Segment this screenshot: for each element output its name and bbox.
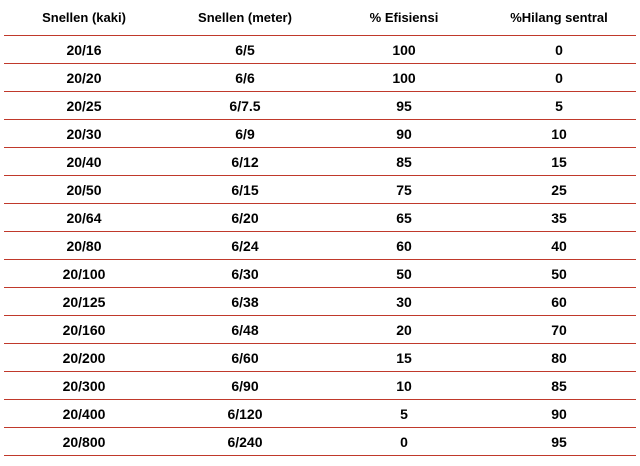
cell-efisiensi: 50 [326,260,482,288]
table-row [4,120,636,148]
cell-hilang-sentral: 40 [482,232,636,260]
table-row [4,232,636,260]
cell-hilang-sentral: 35 [482,204,636,232]
cell-efisiensi: 60 [326,232,482,260]
cell-hilang-sentral: 0 [482,36,636,64]
cell-snellen-kaki: 20/800 [4,428,164,456]
cell-snellen-kaki: 20/300 [4,372,164,400]
cell-hilang-sentral: 10 [482,120,636,148]
cell-snellen-kaki: 20/25 [4,92,164,120]
table-row [4,428,636,456]
table-row [4,260,636,288]
header-hilang-sentral: %Hilang sentral [482,0,636,36]
cell-hilang-sentral: 60 [482,288,636,316]
cell-efisiensi: 90 [326,120,482,148]
cell-snellen-meter: 6/60 [164,344,326,372]
cell-snellen-meter: 6/90 [164,372,326,400]
cell-snellen-meter: 6/7.5 [164,92,326,120]
cell-efisiensi: 75 [326,176,482,204]
table-row [4,92,636,120]
cell-snellen-meter: 6/9 [164,120,326,148]
cell-snellen-meter: 6/38 [164,288,326,316]
header-row [4,0,636,36]
cell-snellen-kaki: 20/125 [4,288,164,316]
table-row [4,400,636,428]
table-row [4,36,636,64]
cell-snellen-kaki: 20/30 [4,120,164,148]
cell-snellen-meter: 6/15 [164,176,326,204]
cell-snellen-meter: 6/240 [164,428,326,456]
table-row [4,288,636,316]
cell-efisiensi: 0 [326,428,482,456]
table-body [4,36,636,456]
snellen-conversion-table [4,0,636,456]
cell-snellen-meter: 6/120 [164,400,326,428]
cell-hilang-sentral: 90 [482,400,636,428]
cell-hilang-sentral: 80 [482,344,636,372]
table-row [4,316,636,344]
cell-snellen-kaki: 20/20 [4,64,164,92]
cell-efisiensi: 85 [326,148,482,176]
cell-snellen-meter: 6/5 [164,36,326,64]
cell-snellen-kaki: 20/40 [4,148,164,176]
cell-snellen-meter: 6/6 [164,64,326,92]
cell-hilang-sentral: 70 [482,316,636,344]
cell-efisiensi: 95 [326,92,482,120]
cell-efisiensi: 30 [326,288,482,316]
cell-efisiensi: 5 [326,400,482,428]
header-efisiensi: % Efisiensi [326,0,482,36]
table-row [4,64,636,92]
cell-snellen-meter: 6/48 [164,316,326,344]
cell-snellen-kaki: 20/16 [4,36,164,64]
cell-hilang-sentral: 95 [482,428,636,456]
cell-snellen-kaki: 20/160 [4,316,164,344]
cell-snellen-kaki: 20/64 [4,204,164,232]
cell-efisiensi: 10 [326,372,482,400]
header-snellen-kaki: Snellen (kaki) [4,0,164,36]
cell-hilang-sentral: 15 [482,148,636,176]
cell-snellen-kaki: 20/50 [4,176,164,204]
cell-efisiensi: 20 [326,316,482,344]
cell-hilang-sentral: 85 [482,372,636,400]
cell-snellen-kaki: 20/200 [4,344,164,372]
cell-snellen-kaki: 20/400 [4,400,164,428]
cell-efisiensi: 15 [326,344,482,372]
table-row [4,176,636,204]
cell-hilang-sentral: 5 [482,92,636,120]
cell-snellen-kaki: 20/80 [4,232,164,260]
cell-efisiensi: 100 [326,36,482,64]
cell-snellen-kaki: 20/100 [4,260,164,288]
cell-hilang-sentral: 25 [482,176,636,204]
table-header [4,0,636,36]
table-row [4,344,636,372]
cell-hilang-sentral: 50 [482,260,636,288]
table-row [4,372,636,400]
cell-snellen-meter: 6/30 [164,260,326,288]
table-row [4,204,636,232]
snellen-table-container [4,0,636,461]
table-row [4,148,636,176]
cell-hilang-sentral: 0 [482,64,636,92]
cell-snellen-meter: 6/12 [164,148,326,176]
cell-efisiensi: 100 [326,64,482,92]
header-snellen-meter: Snellen (meter) [164,0,326,36]
cell-efisiensi: 65 [326,204,482,232]
cell-snellen-meter: 6/24 [164,232,326,260]
cell-snellen-meter: 6/20 [164,204,326,232]
